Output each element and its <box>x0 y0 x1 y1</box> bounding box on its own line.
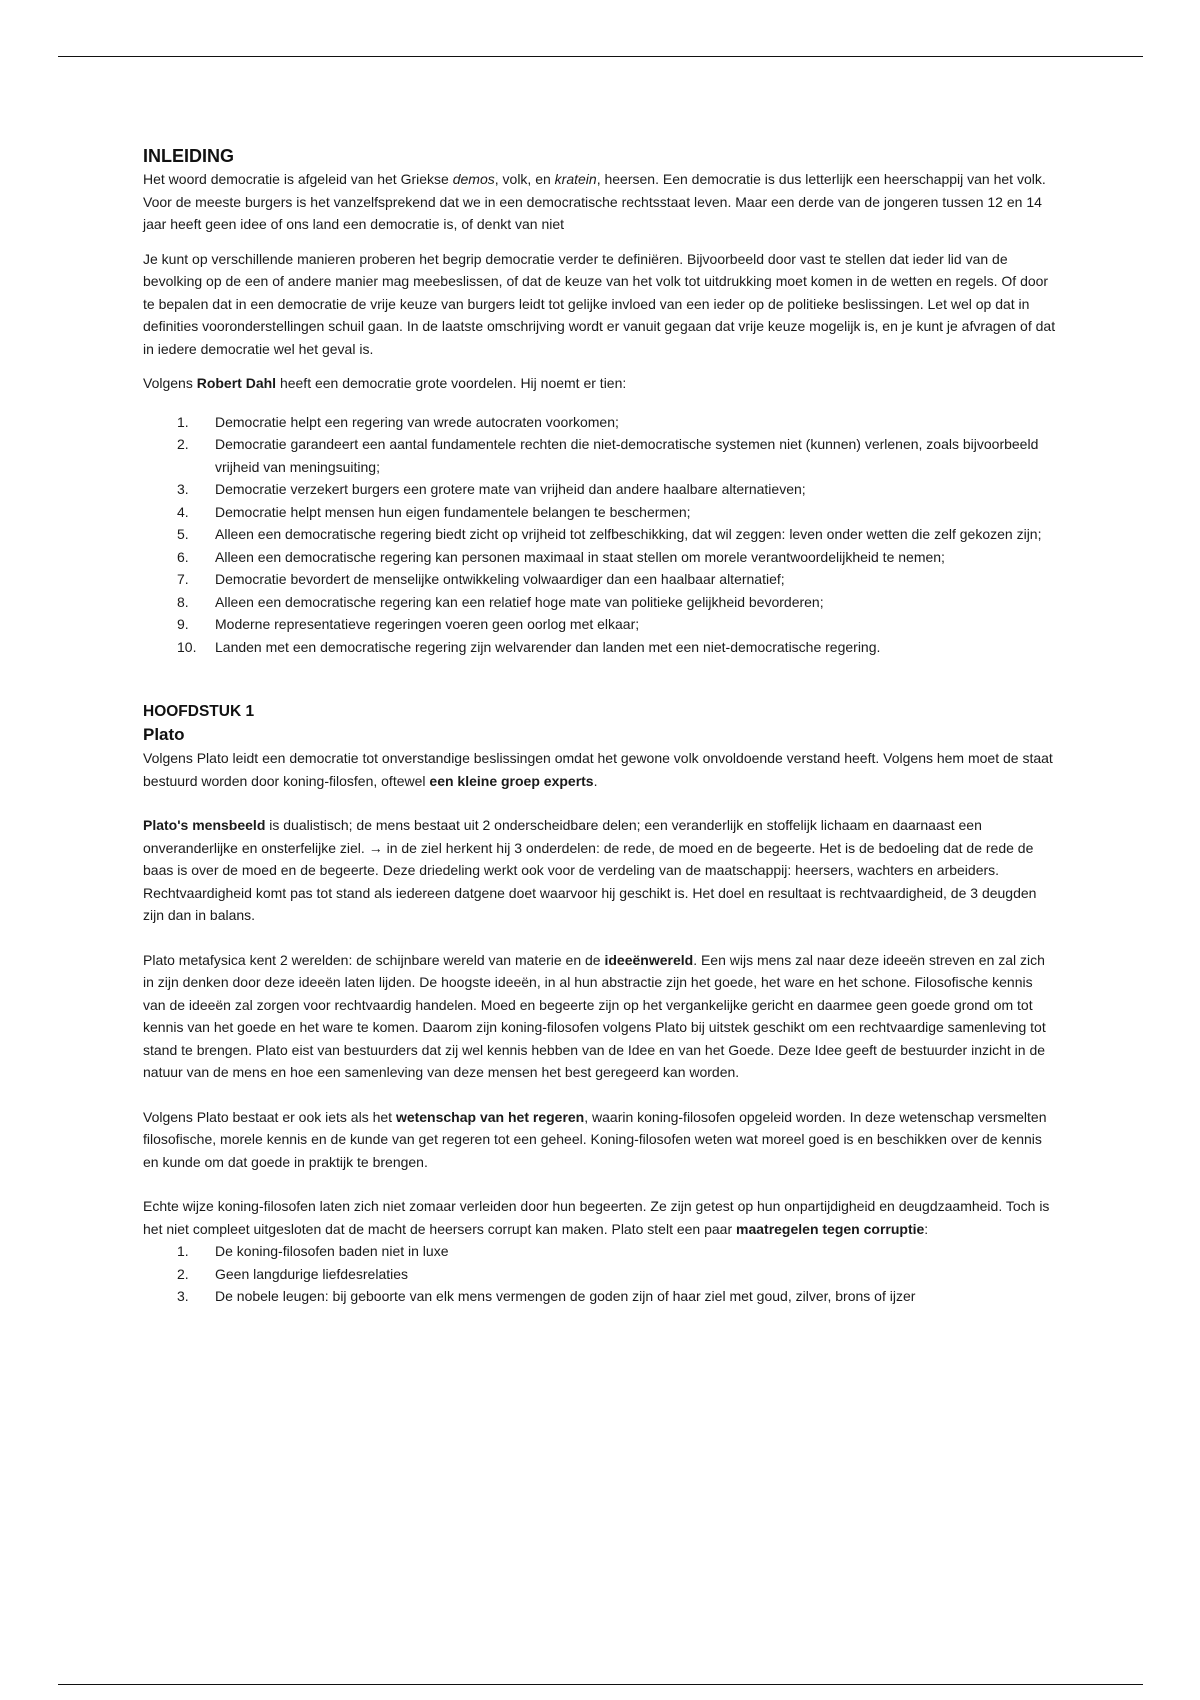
list-item: 2. Democratie garandeert een aantal fundamentele rechten die niet-democratische systemen niet (kunnen) verlenen, zoals bijvoorbeeld vrijheid van meningsuiting; <box>177 436 1039 475</box>
bold-phrase: wetenschap van het regeren <box>395 1108 585 1125</box>
term-demos: demos <box>452 171 495 187</box>
intro-paragraph-1: Het woord democratie is afgeleid van het Griekse demos, volk, en kratein, heersen. Een democratie is dus letterlijk een heerschappij van het volk. Voor de meeste burgers is het vanzelfsprekend dat we in een democratische rechtsstaat leven. Maar een derde van de jongeren tussen 12 en 14 jaar heeft geen idee of ons land een democratie is, of denkt van niet <box>143 171 1046 232</box>
list-item: 10. Landen met een democratische regering zijn welvarender dan landen met een niet-democratische regering. <box>177 638 881 655</box>
document-body <box>143 144 1058 1308</box>
intro-heading: INLEIDING <box>143 146 235 166</box>
bold-phrase: maatregelen tegen corruptie <box>736 1220 925 1237</box>
list-item: 7. Democratie bevordert de menselijke ontwikkeling volwaardiger dan een haalbaar alternatief; <box>177 571 785 587</box>
list-item: 6. Alleen een democratische regering kan personen maximaal in staat stellen om morele verantwoordelijkheid te nemen; <box>177 548 945 565</box>
list-item: 8. Alleen een democratische regering kan een relatief hoge mate van politieke gelijkheid bevorderen; <box>177 593 824 610</box>
list-item: 4. Democratie helpt mensen hun eigen fundamentele belangen te beschermen; <box>177 503 691 520</box>
chapter-subheading: Plato <box>143 725 185 744</box>
plato-paragraph-1: Volgens Plato leidt een democratie tot onverstandige beslissingen omdat het gewone volk onvoldoende verstand heeft. Volgens hem moet de staat bestuurd worden door koning-filosfen, oftewel een kleine groep experts. <box>143 750 1053 789</box>
header-rule <box>58 56 1143 57</box>
intro-paragraph-3: Volgens Robert Dahl heeft een democratie grote voordelen. Hij noemt er tien: <box>143 375 627 391</box>
plato-paragraph-4: Volgens Plato bestaat er ook iets als het wetenschap van het regeren, waarin koning-filosofen opgeleid worden. In deze wetenschap versmelten filosofische, morele kennis en de kunde van get regeren tot een geheel. Koning-filosofen weten wat moreel goed is en beschikken over de kennis en kunde om dat goede in praktijk te brengen. <box>143 1108 1047 1170</box>
bold-phrase: Plato's mensbeeld <box>143 817 266 833</box>
arrow-icon: → <box>368 839 383 856</box>
list-item: 1. De koning-filosofen baden niet in luxe <box>177 1243 449 1259</box>
bold-phrase: ideeënwereld <box>604 951 694 968</box>
footer-rule <box>58 1684 1143 1685</box>
plato-paragraph-5: Echte wijze koning-filosofen laten zich niet zomaar verleiden door hun begeerten. Ze zijn getest op hun onpartijdigheid en deugdzaamheid. Toch is het niet compleet uitgesloten dat de macht de heersers corrupt kan maken. Plato stelt een paar maatregelen tegen corruptie: <box>143 1198 1050 1237</box>
bold-phrase: een kleine groep experts <box>429 772 594 789</box>
list-item: 1. Democratie helpt een regering van wrede autocraten voorkomen; <box>177 413 619 430</box>
list-item: 9. Moderne representatieve regeringen voeren geen oorlog met elkaar; <box>177 616 640 632</box>
list-item: 3. Democratie verzekert burgers een grotere mate van vrijheid dan andere haalbare alternatieven; <box>177 481 806 497</box>
corruption-measures-list <box>143 1240 1058 1308</box>
chapter-heading: HOOFDSTUK 1 <box>143 703 255 720</box>
dahl-advantages-list <box>143 411 1058 659</box>
plato-paragraph-2: Plato's mensbeeld is dualistisch; de mens bestaat uit 2 onderscheidbare delen; een veranderlijk en stoffelijk lichaam en daarnaast een onveranderlijke en onsterfelijke ziel. → in de ziel herkent hij 3 onderdelen: de rede, de moed en de begeerte. Het is de bedoeling dat de rede de baas is over de moed en de begeerte. Deze driedeling werkt ook voor de verdeling van de maatschappij: heersers, wachters en arbeiders. Rechtvaardigheid komt pas tot stand als iedereen datgene doet waarvoor hij geschikt is. Het doel en resultaat is rechtvaardigheid, de 3 deugden zijn dan in balans. <box>143 817 1037 923</box>
intro-paragraph-2: Je kunt op verschillende manieren proberen het begrip democratie verder te definiëren. Bijvoorbeeld door vast te stellen dat ieder lid van de bevolking op de een of andere manier mag meebeslissen, of dat de keuze van het volk tot uitdrukking moet komen in de wetten en regels. Of door te bepalen dat in een democratie de vrije keuze van burgers leidt tot gelijke invloed van een ieder op de politieke beslissingen. Let wel op dat in definities vooronderstellingen schuil gaan. In de laatste omschrijving wordt er vanuit gegaan dat vrije keuze mogelijk is, en je kunt je afvragen of dat in iedere democratie wel het geval is. <box>143 250 1056 357</box>
robert-dahl: Robert Dahl <box>196 375 277 391</box>
list-item: 5. Alleen een democratische regering biedt zicht op vrijheid tot zelfbeschikking, dat wil zeggen: leven onder wetten die zelf gekozen zijn; <box>177 526 1042 542</box>
plato-paragraph-3: Plato metafysica kent 2 werelden: de schijnbare wereld van materie en de ideeënwereld. Een wijs mens zal naar deze ideeën streven en zal zich in zijn denken door deze ideeën laten lijden. De hoogste ideeën, in al hun abstractie zijn het goede, het ware en het schone. Filosofische kennis van de ideeën zal zorgen voor rechtvaardig handelen. Moed en begeerte zijn op het vergankelijke gericht en daarmee geen goede grond om tot kennis van het goede en het ware te komen. Daarom zijn koning-filosofen volgens Plato bij uitstek geschikt om een rechtvaardige samenleving tot stand te brengen. Plato eist van bestuurders dat zij wel kennis hebben van de Idee en van het Goede. Deze Idee geeft de bestuurder inzicht in de natuur van de mens en hoe een samenleving van deze mensen het best geregeerd kan worden. <box>143 951 1046 1080</box>
term-kratein: kratein <box>554 171 597 187</box>
list-item: 3. De nobele leugen: bij geboorte van elk mens vermengen de goden zijn of haar ziel met goud, zilver, brons of ijzer <box>177 1288 916 1304</box>
list-item: 2. Geen langdurige liefdesrelaties <box>177 1265 409 1282</box>
